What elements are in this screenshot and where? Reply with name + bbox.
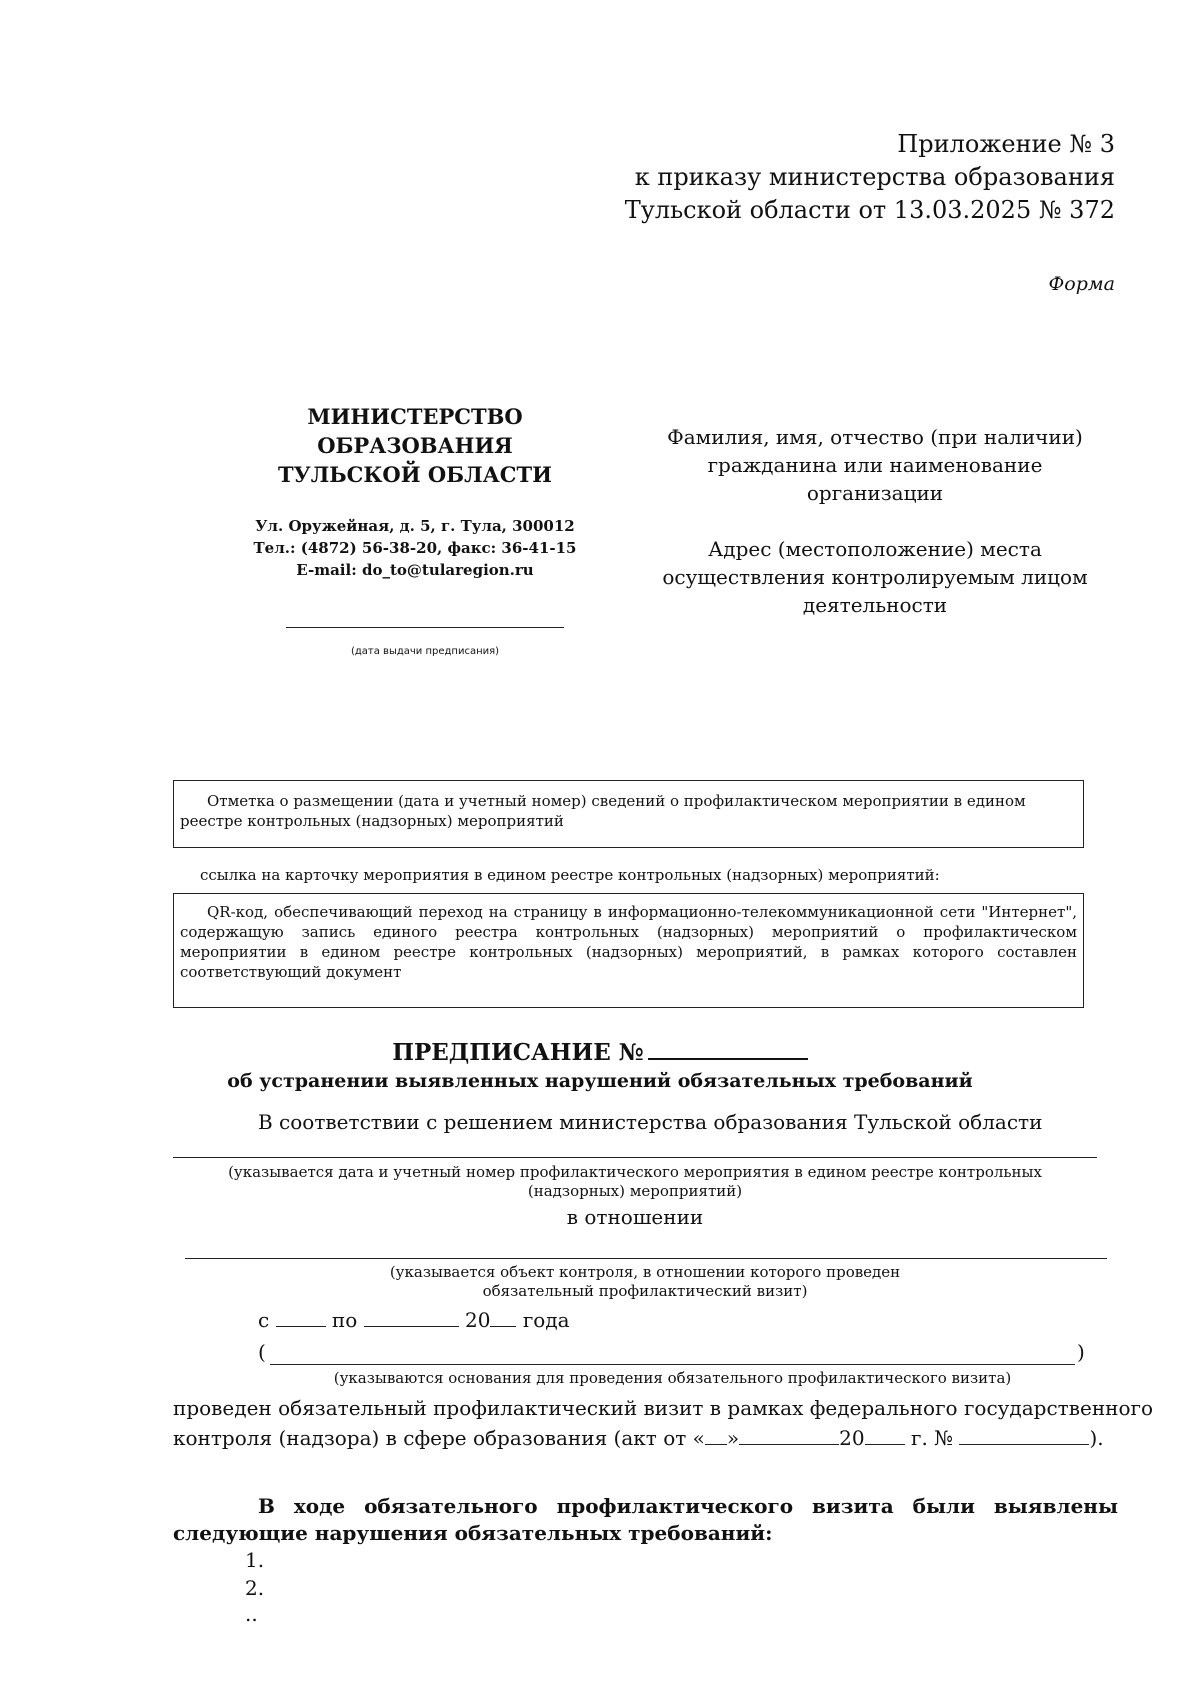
form-label: Форма — [1048, 273, 1115, 295]
ministry-email: E-mail: do_to@tularegion.ru — [296, 561, 534, 579]
prescription-title — [0, 1038, 1200, 1066]
violation-item: 1. — [245, 1548, 265, 1572]
act-day-close: » — [726, 1426, 740, 1450]
order-number-line: Тульской области от 13.03.2025 № 372 — [624, 196, 1115, 224]
addressee-name-line: Фамилия, имя, отчество (при наличии) — [667, 425, 1083, 449]
regarding-label: в отношении — [566, 1205, 704, 1229]
addressee-address — [660, 535, 1090, 619]
act-number-label: г. № — [910, 1426, 954, 1450]
act-number-blank — [959, 1426, 1089, 1445]
ministry-phone: Тел.: (4872) 56-38-20, факс: 36-41-15 — [253, 539, 577, 557]
qr-code-text: QR-код, обеспечивающий переход на страницу в информационно-телекоммуникационной сети "Интернет", содержащую запись единого реестра контрольных (надзорных) мероприятий о профилактическом мероприятии в едином реестре контрольных (надзорных) мероприятий, в рамках которого составлен соответствующий документ — [180, 903, 1077, 981]
addressee-address-line: деятельности — [802, 593, 948, 617]
decision-blank-line — [173, 1157, 1097, 1158]
appendix-label: Приложение № 3 — [897, 130, 1115, 158]
period-suffix: года — [522, 1308, 570, 1332]
order-reference-line: к приказу министерства образования — [634, 163, 1115, 191]
registry-mark-box — [173, 780, 1084, 848]
issue-date-caption: (дата выдачи предписания) — [350, 646, 500, 657]
object-blank-line — [185, 1258, 1107, 1259]
ministry-name-line: ТУЛЬСКОЙ ОБЛАСТИ — [278, 462, 552, 487]
visit-line — [173, 1423, 1118, 1453]
qr-code-box — [173, 893, 1084, 1008]
decision-caption-line: (указывается дата и учетный номер профилактического мероприятия в едином реестре контрольных — [228, 1163, 1042, 1181]
object-caption-line: обязательный профилактический визит) — [482, 1282, 808, 1300]
period-line — [258, 1308, 570, 1332]
registry-mark-text: Отметка о размещении (дата и учетный номер) сведений о профилактическом мероприятии в едином реестре контрольных (надзорных) мероприятий — [180, 792, 1026, 830]
registry-link-label: ссылка на карточку мероприятия в едином реестре контрольных (надзорных) мероприятий: — [200, 866, 940, 884]
decision-line: В соответствии с решением министерства образования Тульской области — [258, 1110, 1043, 1134]
object-caption — [320, 1263, 970, 1301]
act-date-prefix: контроля (надзора) в сфере образования (акт от « — [173, 1426, 705, 1450]
issue-date-line — [286, 627, 564, 628]
ministry-name-line: МИНИСТЕРСТВО — [307, 404, 523, 429]
addressee-address-line: осуществления контролируемым лицом — [662, 565, 1088, 589]
violation-item: 2. — [245, 1576, 265, 1600]
addressee-address-line: Адрес (местоположение) места — [708, 537, 1042, 561]
addressee-name-line: организации — [806, 481, 944, 505]
act-day-blank — [705, 1426, 727, 1445]
act-year-prefix: 20 — [839, 1426, 865, 1450]
period-to-label: по — [331, 1308, 358, 1332]
act-month-blank — [739, 1426, 839, 1445]
act-year-blank — [865, 1426, 905, 1445]
violations-heading: В ходе обязательного профилактического визита были выявлены следующие нарушения обязательных требований: — [173, 1494, 1118, 1545]
decision-caption-line: (надзорных) мероприятий) — [527, 1182, 743, 1200]
period-from-label: с — [258, 1308, 270, 1332]
addressee-name-line: гражданина или наименование — [707, 453, 1043, 477]
grounds-close-paren: ) — [1077, 1340, 1085, 1364]
visit-line: проведен обязательный профилактический визит в рамках федерального государственного — [173, 1396, 1154, 1420]
visit-paragraph — [173, 1393, 1154, 1453]
grounds-open-paren: ( — [258, 1340, 266, 1364]
act-line-end: ). — [1089, 1426, 1104, 1450]
period-year-label: 20 — [465, 1308, 491, 1332]
grounds-blank-line — [270, 1364, 1075, 1365]
violation-item: .. — [245, 1602, 258, 1626]
decision-caption — [173, 1163, 1097, 1201]
period-to-blank — [364, 1308, 459, 1327]
ministry-name-line: ОБРАЗОВАНИЯ — [317, 433, 513, 458]
object-caption-line: (указывается объект контроля, в отношении которого проведен — [389, 1263, 901, 1281]
period-from-blank — [276, 1308, 326, 1327]
ministry-name — [235, 402, 595, 489]
period-year-blank — [490, 1308, 516, 1327]
ministry-address: Ул. Оружейная, д. 5, г. Тула, 300012 — [255, 517, 575, 535]
prescription-title-text: ПРЕДПИСАНИЕ № — [392, 1039, 644, 1066]
addressee-name — [660, 423, 1090, 507]
prescription-subtitle: об устранении выявленных нарушений обязательных требований — [227, 1070, 973, 1092]
grounds-caption: (указываются основания для проведения обязательного профилактического визита) — [333, 1369, 1012, 1387]
prescription-number-blank — [648, 1038, 808, 1060]
ministry-contacts — [235, 515, 595, 581]
